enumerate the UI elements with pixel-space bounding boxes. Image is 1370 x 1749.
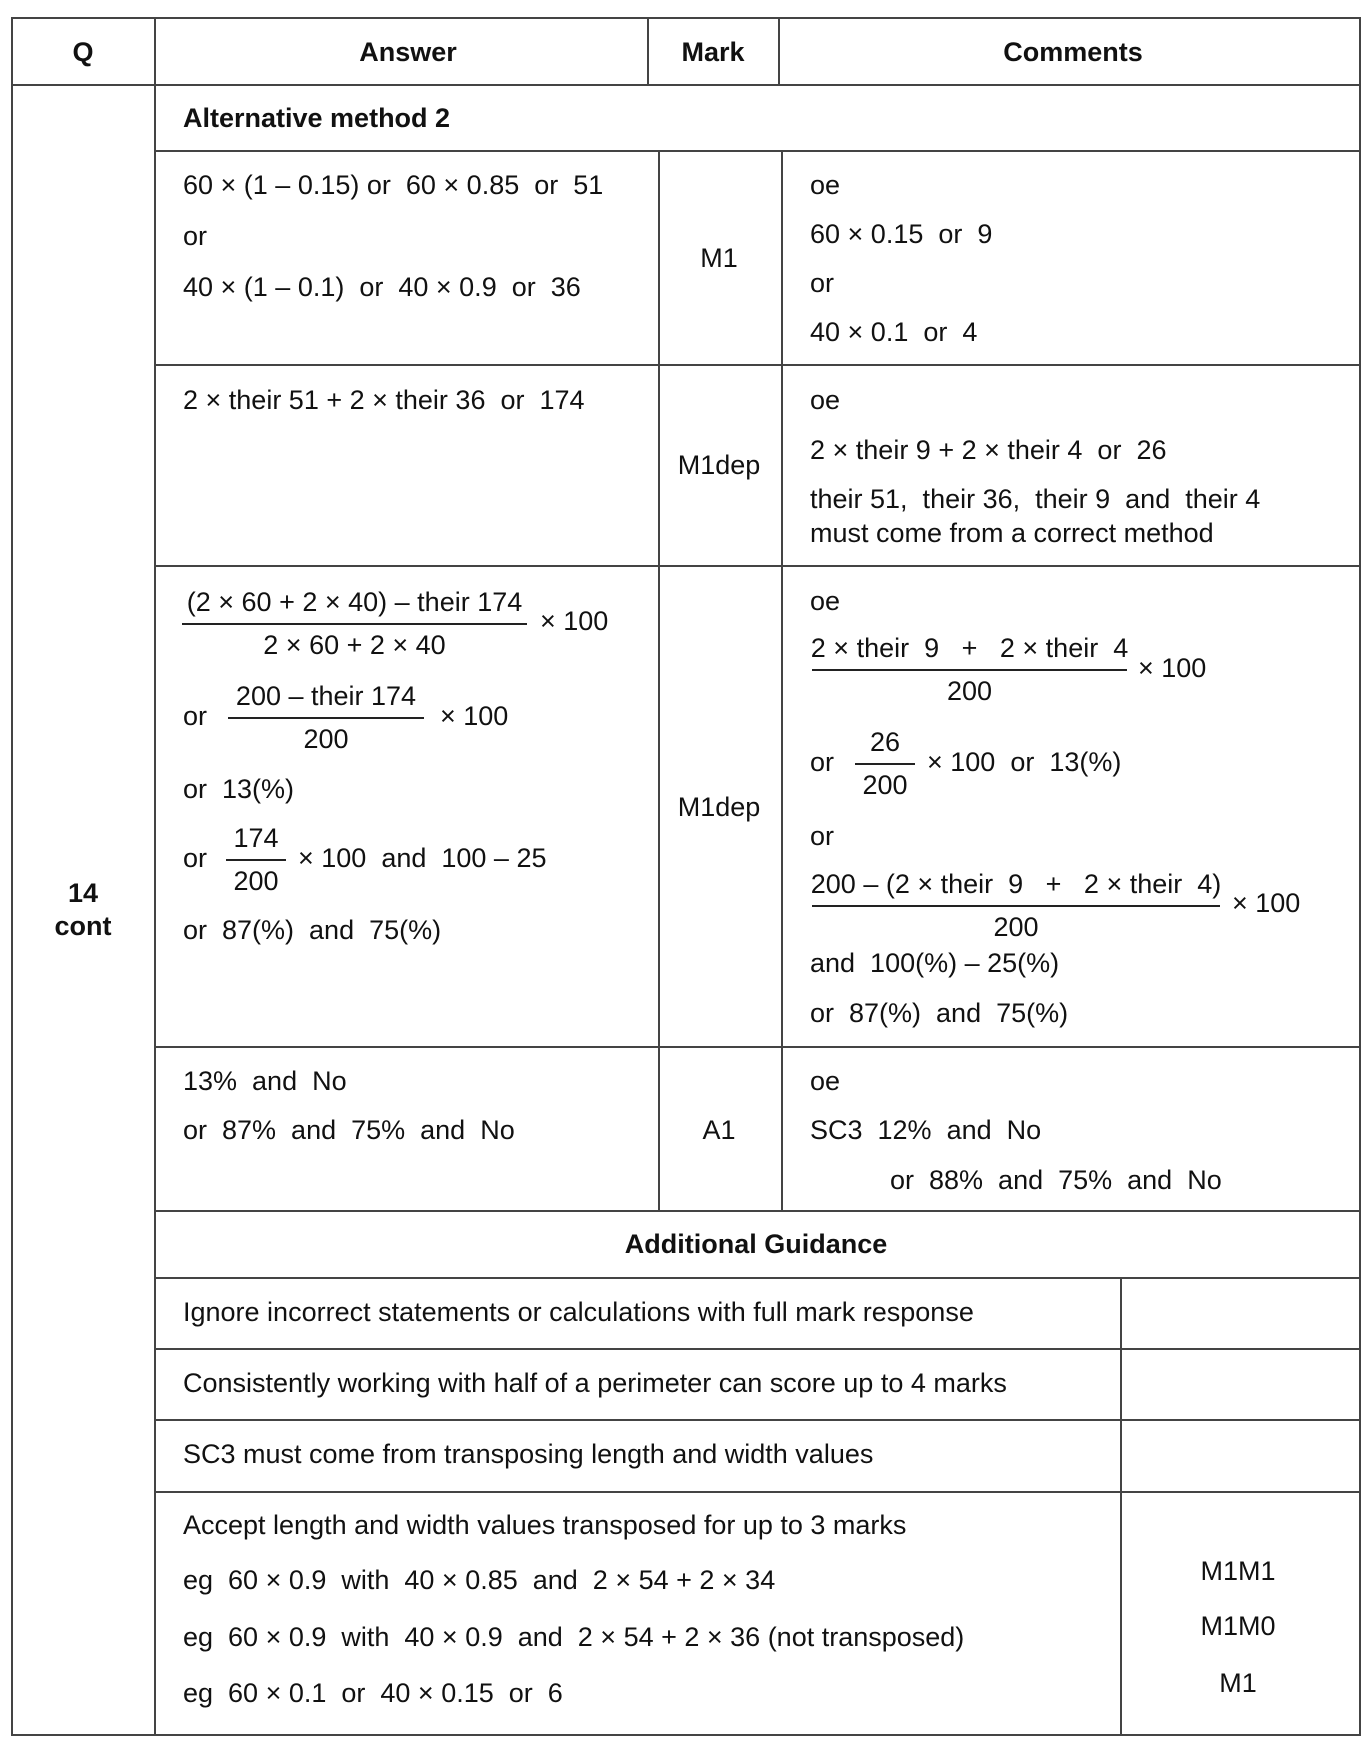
row4-answer-line: or 87% and 75% and No <box>183 1115 515 1145</box>
row3-comment-fraction-1 <box>812 635 1127 705</box>
row1-answer-line: 60 × (1 – 0.15) or 60 × 0.85 or 51 <box>183 170 604 200</box>
row1-comment-line: or <box>810 268 835 298</box>
guidance-item: SC3 must come from transposing length and width values <box>183 1439 874 1469</box>
question-cont: cont <box>54 911 112 941</box>
header-bottom <box>11 84 1361 86</box>
fraction-bar <box>812 669 1127 671</box>
fraction-denominator: 2 × 60 + 2 × 40 <box>263 629 446 660</box>
row4-comment-line: oe <box>810 1066 841 1096</box>
method-title-bottom <box>154 150 1361 152</box>
guidance-title-bottom <box>154 1277 1361 1279</box>
row3-comment-or: or <box>810 821 835 851</box>
border-top <box>11 17 1361 19</box>
body-divider-answer-mark <box>658 150 660 1211</box>
row3-answer-line: or 87(%) and 75(%) <box>183 915 442 945</box>
fraction-numerator: 200 – their 174 <box>235 681 417 711</box>
row2-mark: M1dep <box>677 450 761 480</box>
header-divider-mark-comments <box>778 17 780 85</box>
row3-comment-fraction-3 <box>812 871 1220 941</box>
row3-mark: M1dep <box>677 792 761 822</box>
row3-answer-times100: × 100 <box>540 606 609 636</box>
row1-comment-line: oe <box>810 170 841 200</box>
row3-answer-or: or <box>183 843 208 873</box>
row4-comment-line: or 88% and 75% and No <box>890 1165 1222 1195</box>
guidance-item: Ignore incorrect statements or calculations with full mark response <box>183 1297 974 1327</box>
fraction-bar <box>228 717 424 719</box>
row3-answer-fraction-3 <box>226 825 286 895</box>
row1-answer-line: 40 × (1 – 0.1) or 40 × 0.9 or 36 <box>183 272 581 302</box>
guidance3-bottom <box>154 1491 1361 1493</box>
method-title: Alternative method 2 <box>183 103 451 133</box>
body-divider-mark-comments <box>781 150 783 1211</box>
border-right <box>1359 17 1361 1735</box>
fraction-bar <box>812 905 1220 907</box>
row1-comment-line: 60 × 0.15 or 9 <box>810 219 993 249</box>
row1-mark: M1 <box>700 243 738 273</box>
fraction-numerator: 2 × their 9 + 2 × their 4 <box>810 633 1129 663</box>
row4-bottom <box>154 1210 1361 1212</box>
guidance-final-line: eg 60 × 0.1 or 40 × 0.15 or 6 <box>183 1678 563 1708</box>
guidance-mark: M1M0 <box>1200 1611 1276 1641</box>
fraction-numerator: 200 – (2 × their 9 + 2 × their 4) <box>810 869 1222 899</box>
header-divider-answer-mark <box>647 17 649 85</box>
guidance-mark-divider <box>1120 1277 1122 1735</box>
row3-comment-line: × 100 or 13(%) <box>927 747 1122 777</box>
q-column-divider <box>154 17 156 1735</box>
row2-comment-line: must come from a correct method <box>810 518 1214 548</box>
row3-comment-fraction-2 <box>855 729 915 799</box>
guidance-item: Consistently working with half of a perimeter can score up to 4 marks <box>183 1368 1007 1398</box>
fraction-numerator: (2 × 60 + 2 × 40) – their 174 <box>186 587 523 617</box>
fraction-numerator: 26 <box>869 727 901 757</box>
row3-answer-fraction-2 <box>228 683 424 753</box>
guidance1-bottom <box>154 1348 1361 1350</box>
row1-comment-line: 40 × 0.1 or 4 <box>810 317 978 347</box>
row2-bottom <box>154 565 1361 567</box>
guidance2-bottom <box>154 1419 1361 1421</box>
row3-comment-times100: × 100 <box>1232 888 1301 918</box>
fraction-denominator: 200 <box>233 865 279 896</box>
row3-comment-line: and 100(%) – 25(%) <box>810 948 1060 978</box>
guidance-mark: M1 <box>1219 1668 1257 1698</box>
fraction-denominator: 200 <box>993 911 1039 942</box>
row3-comment-oe: oe <box>810 586 841 616</box>
row3-answer-line: × 100 and 100 – 25 <box>298 843 547 873</box>
header-comments: Comments <box>1003 37 1143 67</box>
guidance-final-line: Accept length and width values transposed for up to 3 marks <box>183 1510 907 1540</box>
guidance-final-line: eg 60 × 0.9 with 40 × 0.85 and 2 × 54 + 2 × 34 <box>183 1565 776 1595</box>
row1-answer-line: or <box>183 221 208 251</box>
row4-answer-line: 13% and No <box>183 1066 347 1096</box>
row3-comment-line: or 87(%) and 75(%) <box>810 998 1069 1028</box>
row2-comment-line: 2 × their 9 + 2 × their 4 or 26 <box>810 435 1167 465</box>
row1-bottom <box>154 364 1361 366</box>
border-bottom <box>11 1734 1361 1736</box>
row3-answer-times100: × 100 <box>440 701 509 731</box>
guidance-mark: M1M1 <box>1200 1556 1276 1586</box>
row3-comment-times100: × 100 <box>1138 653 1207 683</box>
fraction-numerator: 174 <box>233 823 279 853</box>
fraction-bar <box>855 763 915 765</box>
row2-comment-line: their 51, their 36, their 9 and their 4 <box>810 484 1261 514</box>
fraction-bar <box>226 859 286 861</box>
row3-answer-line: or 13(%) <box>183 774 295 804</box>
header-mark: Mark <box>681 37 745 67</box>
row3-answer-or: or <box>183 701 208 731</box>
row4-mark: A1 <box>702 1115 736 1145</box>
row3-comment-or: or <box>810 747 835 777</box>
row4-comment-line: SC3 12% and No <box>810 1115 1042 1145</box>
header-answer: Answer <box>359 37 457 67</box>
row3-answer-fraction-1 <box>182 589 527 659</box>
fraction-denominator: 200 <box>303 723 349 754</box>
fraction-denominator: 200 <box>946 675 993 706</box>
guidance-final-line: eg 60 × 0.9 with 40 × 0.9 and 2 × 54 + 2 × 36 (not transposed) <box>183 1622 965 1652</box>
fraction-bar <box>182 623 527 625</box>
guidance-title: Additional Guidance <box>624 1229 888 1259</box>
header-q: Q <box>72 37 94 67</box>
row2-comment-line: oe <box>810 385 841 415</box>
fraction-denominator: 200 <box>862 769 908 800</box>
row2-answer-line: 2 × their 51 + 2 × their 36 or 174 <box>183 385 585 415</box>
question-number: 14 <box>67 878 99 908</box>
row3-bottom <box>154 1046 1361 1048</box>
border-left <box>11 17 13 1735</box>
